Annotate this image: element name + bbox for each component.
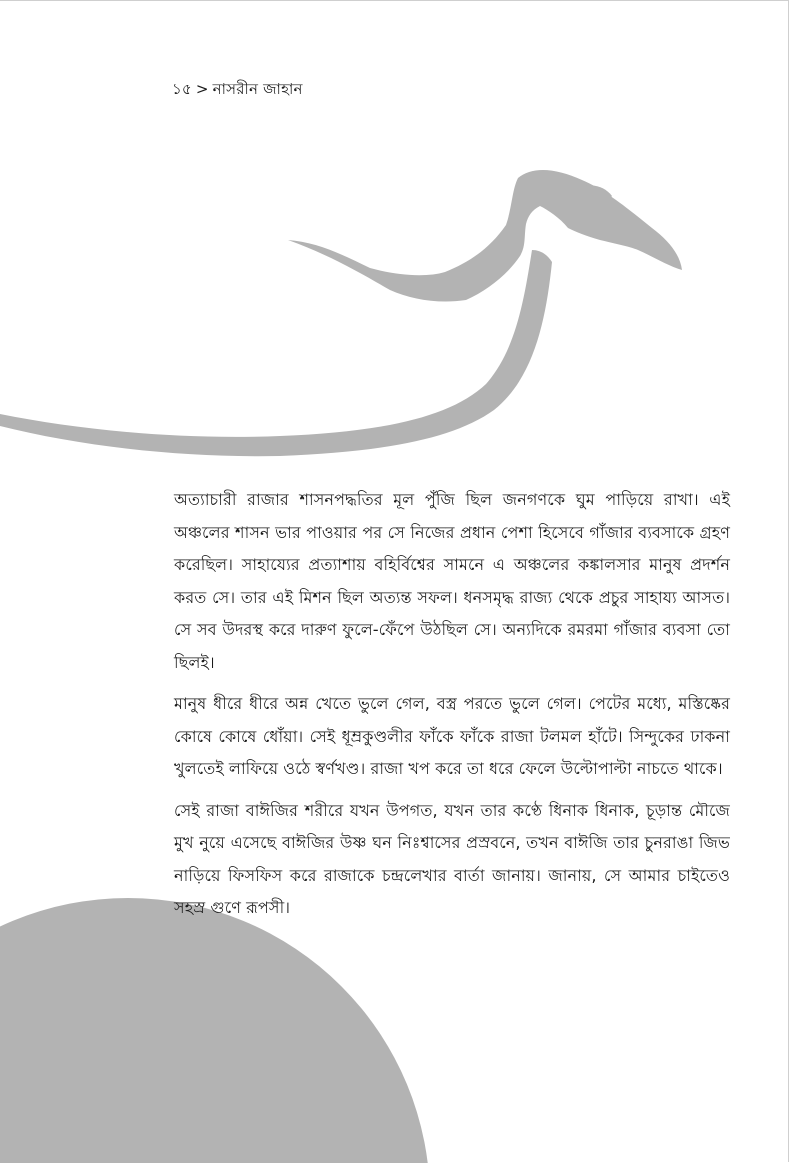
paragraph-2: মানুষ ধীরে ধীরে অন্ন খেতে ভুলে গেল, বস্ত্র পরতে ভুলে গেল। পেটের মধ্যে, মস্তিষ্কের কোষে কোষে ধোঁয়া। সেই ধূম্রকুণ্ডলীর ফাঁকে ফাঁকে রাজা টলমল হাঁটে। সিন্দুকের ঢাকনা খুলতেই লাফিয়ে ওঠে স্বর্ণখণ্ড। রাজা খপ করে তা ধরে ফেলে উল্টোপাল্টা নাচতে থাকে। [174, 694, 730, 778]
body-text [174, 484, 730, 934]
paragraph-3: সেই রাজা বাঈজির শরীরে যখন উপগত, যখন তার কণ্ঠে ধিনাক ধিনাক, চূড়ান্ত মৌজে মুখ নুয়ে এসেছে বাঈজির উষ্ণ ঘন নিঃশ্বাসের প্রস্রবনে, তখন বাঈজি তার চুনরাঙা জিভ নাড়িয়ে ফিসফিস করে রাজাকে চন্দ্রলেখার বার্তা জানায়। জানায়, সে আমার চাইতেও সহস্র গুণে রূপসী। [174, 800, 730, 917]
header-separator: > [195, 80, 209, 98]
paragraph-1: অত্যাচারী রাজার শাসনপদ্ধতির মূল পুঁজি ছিল জনগণকে ঘুম পাড়িয়ে রাখা। এই অঞ্চলের শাসন ভার পাওয়ার পর সে নিজের প্রধান পেশা হিসেবে গাঁজার ব্যবসাকে গ্রহণ করেছিল। সাহায্যের প্রত্যাশায় বহির্বিশ্বের সামনে এ অঞ্চলের কঙ্কালসার মানুষ প্রদর্শন করত সে। তার এই মিশন ছিল অত্যন্ত সফল। ধনসমৃদ্ধ রাজ্য থেকে প্রচুর সাহায্য আসত। সে সব উদরস্থ করে দারুণ ফুলে-ফেঁপে উঠছিল সে। অন্যদিকে রমরমা গাঁজার ব্যবসা তো ছিলই। [174, 490, 730, 672]
page-number: ১৫ [172, 80, 192, 98]
swan-head-shape [288, 170, 682, 302]
grey-semicircle-icon [0, 898, 430, 1163]
abstract-swan-brushstroke-icon [0, 170, 682, 456]
author-name: নাসরীন জাহান [212, 80, 303, 98]
